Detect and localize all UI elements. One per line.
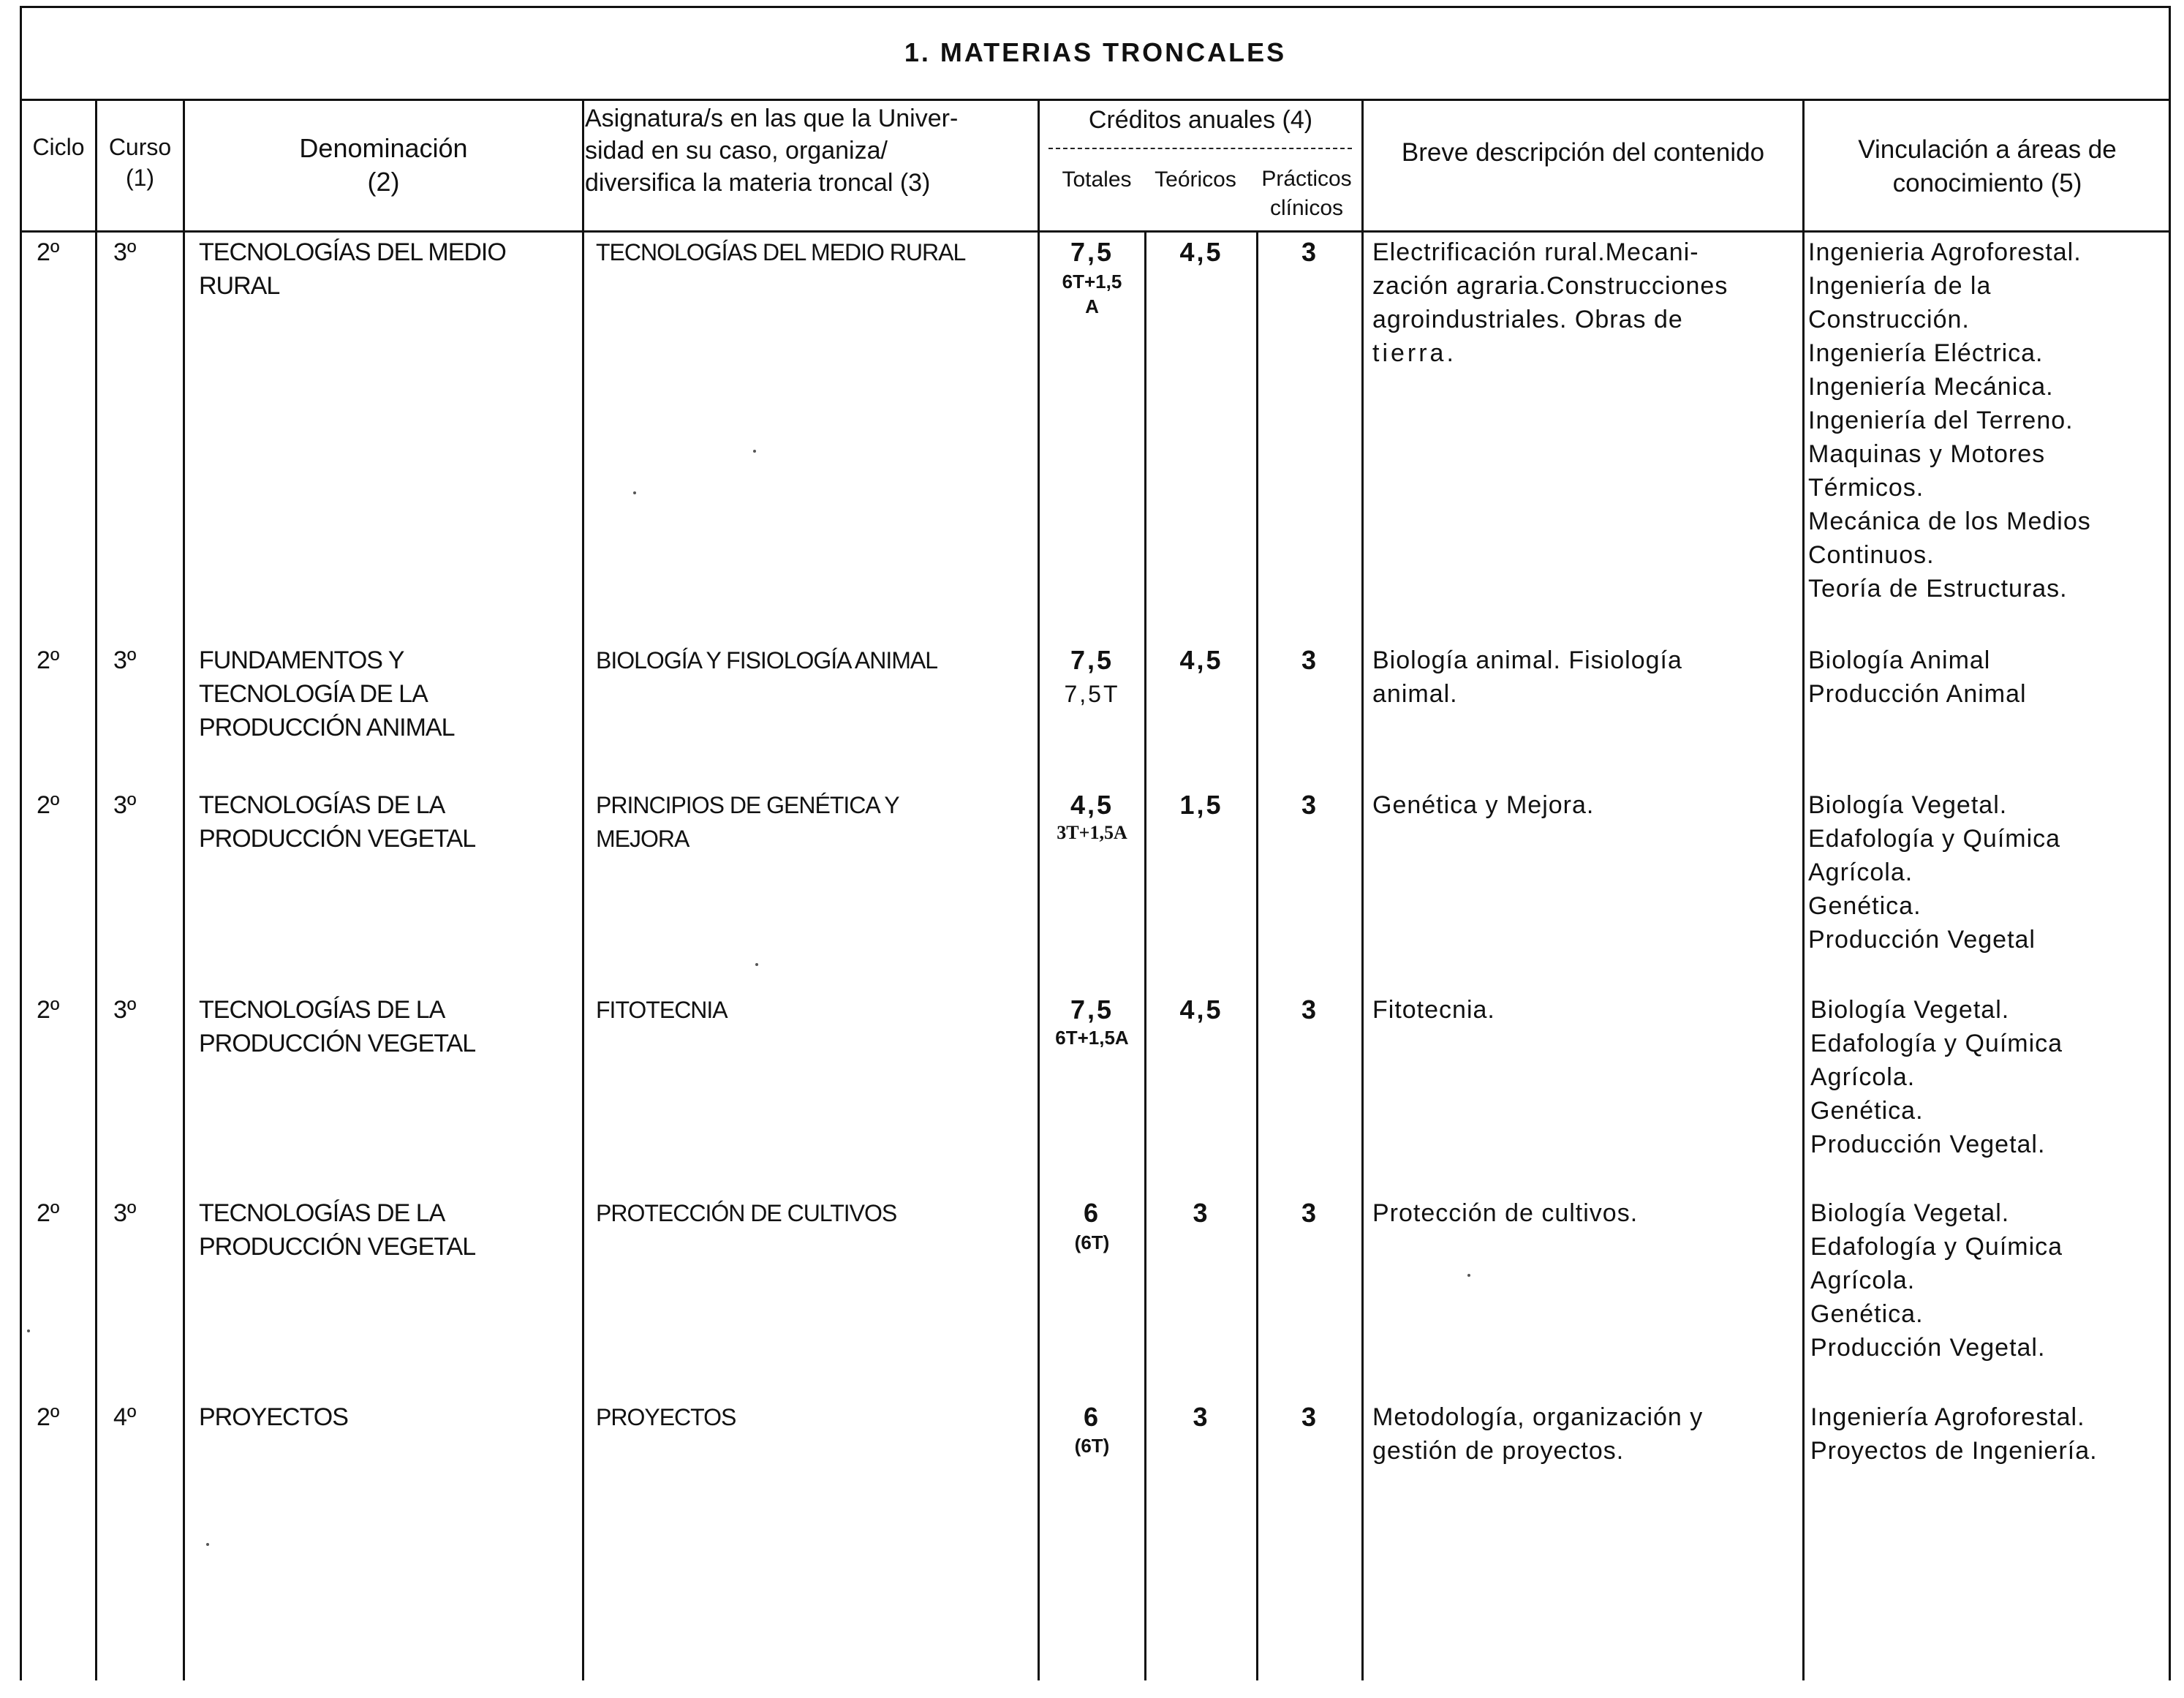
scan-speck: [633, 491, 636, 494]
cell-vinculacion-line: Producción Vegetal.: [1810, 1334, 2046, 1362]
header-vinculacion: [1805, 133, 2170, 200]
cell-denominacion: [199, 993, 573, 1060]
cell-practicos: 3: [1301, 237, 1319, 267]
cell-denominacion-line: RURAL: [199, 272, 280, 300]
cell-vinculacion-line: Biología Vegetal.: [1808, 791, 2008, 819]
cell-totales-sub-line: 6T+1,5A: [1055, 1027, 1129, 1049]
cell-descripcion: [1372, 1196, 1796, 1230]
cell-denominacion-line: PRODUCCIÓN VEGETAL: [199, 1030, 476, 1057]
cell-vinculacion-line: Térmicos.: [1808, 474, 1924, 502]
cell-vinculacion-line: Genética.: [1810, 1097, 1924, 1125]
cell-vinculacion: [1810, 993, 2169, 1161]
col-rule-creditos: [1361, 101, 1364, 1680]
cell-totales-sub: [1040, 820, 1144, 845]
col-rule-totales: [1144, 233, 1146, 1680]
cell-descripcion-line: tierra.: [1372, 339, 1456, 367]
cell-teoricos: 4,5: [1179, 645, 1223, 675]
cell-asignatura-line: MEJORA: [596, 826, 689, 852]
cell-denominacion-line: PRODUCCIÓN VEGETAL: [199, 825, 476, 853]
header-ciclo-label: Ciclo: [32, 134, 85, 160]
cell-descripcion: [1372, 235, 1796, 370]
cell-vinculacion-line: Biología Vegetal.: [1810, 996, 2010, 1024]
cell-denominacion: [199, 1400, 573, 1434]
cell-totales: 7,5: [1070, 645, 1114, 675]
cell-totales-sub-line: A: [1085, 295, 1099, 317]
scan-speck: [753, 450, 756, 453]
cell-totales-sub: [1040, 1230, 1144, 1255]
scan-speck: [755, 963, 758, 966]
cell-descripcion: [1372, 788, 1796, 822]
cell-ciclo: 2º: [37, 791, 60, 819]
cell-vinculacion-line: Ingeniería Mecánica.: [1808, 373, 2054, 401]
cell-denominacion: [199, 235, 573, 303]
col-rule-teoricos: [1256, 233, 1258, 1680]
cell-vinculacion-line: Ingeniería Eléctrica.: [1808, 339, 2044, 367]
cell-practicos: 3: [1301, 645, 1319, 675]
cell-vinculacion: [1808, 644, 2166, 711]
cell-totales: 7,5: [1070, 995, 1114, 1025]
cell-totales-sub-line: 7,5T: [1064, 681, 1120, 707]
cell-denominacion-line: TECNOLOGÍAS DEL MEDIO: [199, 238, 506, 266]
cell-vinculacion-line: Agrícola.: [1810, 1063, 1916, 1091]
cell-vinculacion-line: Teoría de Estructuras.: [1808, 575, 2068, 603]
header-asignatura-line1: Asignatura/s en las que la Univer-: [585, 105, 959, 132]
cell-descripcion-line: Protección de cultivos.: [1372, 1199, 1639, 1227]
cell-denominacion-line: TECNOLOGÍAS DE LA: [199, 791, 445, 819]
cell-teoricos: 3: [1193, 1402, 1210, 1432]
cell-denominacion: [199, 1196, 573, 1264]
header-asignatura: [585, 102, 1035, 199]
cell-vinculacion-line: Ingeniería Agroforestal.: [1810, 1403, 2085, 1431]
cell-denominacion-line: PRODUCCIÓN VEGETAL: [199, 1233, 476, 1261]
cell-teoricos: 1,5: [1179, 790, 1223, 820]
cell-vinculacion-line: Producción Vegetal.: [1810, 1131, 2046, 1158]
cell-vinculacion-line: Continuos.: [1808, 541, 1935, 569]
cell-asignatura-line: PRINCIPIOS DE GENÉTICA Y: [596, 792, 899, 818]
cell-totales-sub: [1040, 1025, 1144, 1050]
cell-ciclo: 2º: [37, 996, 60, 1024]
header-denominacion-note: (2): [367, 167, 400, 197]
cell-curso: 3º: [113, 238, 137, 266]
header-creditos: [1040, 105, 1361, 135]
cell-totales: 6: [1083, 1198, 1101, 1228]
header-curso-label: Curso: [108, 134, 172, 160]
header-curso: [97, 132, 183, 193]
col-rule-curso: [183, 101, 185, 1680]
cell-denominacion-line: FUNDAMENTOS Y: [199, 646, 404, 674]
header-totales: [1046, 165, 1148, 195]
cell-denominacion-line: TECNOLOGÍAS DE LA: [199, 996, 445, 1024]
cell-curso: 3º: [113, 1199, 137, 1227]
cell-ciclo: 2º: [37, 646, 60, 674]
header-creditos-label: Créditos anuales (4): [1088, 106, 1313, 134]
cell-descripcion-line: Biología animal. Fisiología: [1372, 646, 1682, 674]
cell-curso: 3º: [113, 646, 137, 674]
cell-asignatura: PROYECTOS: [596, 1404, 736, 1430]
cell-ciclo: 2º: [37, 238, 60, 266]
cell-descripcion: [1372, 993, 1796, 1027]
header-denominacion-label: Denominación: [299, 133, 468, 163]
cell-vinculacion-line: Producción Animal: [1808, 680, 2027, 708]
cell-curso: 3º: [113, 996, 137, 1024]
cell-totales-sub-line: (6T): [1074, 1231, 1110, 1253]
cell-vinculacion: [1808, 788, 2166, 956]
cell-ciclo: 2º: [37, 1403, 60, 1431]
cell-totales-sub: [1040, 677, 1144, 711]
cell-denominacion-line: PROYECTOS: [199, 1403, 348, 1431]
cell-denominacion-line: TECNOLOGÍAS DE LA: [199, 1199, 445, 1227]
cell-vinculacion-line: Construcción.: [1808, 306, 1970, 333]
header-asignatura-line2: sidad en su caso, organiza/: [585, 137, 888, 165]
header-practicos-label2: clínicos: [1269, 196, 1344, 220]
cell-descripcion-line: zación agraria.Construcciones: [1372, 272, 1728, 300]
cell-asignatura: BIOLOGÍA Y FISIOLOGÍA ANIMAL: [596, 647, 938, 673]
header-descripcion: [1364, 137, 1802, 168]
cell-vinculacion-line: Agrícola.: [1808, 859, 1913, 886]
cell-vinculacion-line: Producción Vegetal: [1808, 926, 2036, 954]
cell-vinculacion-line: Ingenieria Agroforestal.: [1808, 238, 2082, 266]
cell-curso: 3º: [113, 791, 137, 819]
cell-descripcion-line: Genética y Mejora.: [1372, 791, 1595, 819]
col-rule-denominacion: [582, 101, 584, 1680]
cell-vinculacion-line: Ingeniería del Terreno.: [1808, 407, 2074, 434]
cell-vinculacion-line: Biología Animal: [1808, 646, 1991, 674]
cell-vinculacion: [1810, 1196, 2169, 1365]
cell-vinculacion: [1808, 235, 2166, 605]
cell-practicos: 3: [1301, 1198, 1319, 1228]
cell-practicos: 3: [1301, 995, 1319, 1025]
cell-vinculacion-line: Mecánica de los Medios: [1808, 507, 2091, 535]
cell-vinculacion-line: Maquinas y Motores: [1808, 440, 2046, 468]
cell-teoricos: 3: [1193, 1198, 1210, 1228]
cell-denominacion-line: PRODUCCIÓN ANIMAL: [199, 714, 455, 742]
scan-speck: [206, 1543, 209, 1546]
cell-practicos: 3: [1301, 790, 1319, 820]
col-rule-ciclo: [95, 101, 97, 1680]
cell-descripcion-line: gestión de proyectos.: [1372, 1437, 1625, 1465]
header-vinculacion-line2: conocimiento (5): [1892, 169, 2082, 197]
cell-vinculacion-line: Proyectos de Ingeniería.: [1810, 1437, 2098, 1465]
cell-vinculacion-line: Edafología y Química: [1810, 1030, 2063, 1057]
cell-denominacion: [199, 644, 573, 744]
scan-speck: [1467, 1274, 1470, 1277]
table-title: 1. MATERIAS TRONCALES: [20, 6, 2171, 101]
header-descripcion-label: Breve descripción del contenido: [1401, 138, 1765, 167]
cell-curso: 4º: [113, 1403, 137, 1431]
cell-descripcion-line: Electrificación rural.Mecani-: [1372, 238, 1699, 266]
cell-totales: 6: [1083, 1402, 1101, 1432]
cell-vinculacion-line: Biología Vegetal.: [1810, 1199, 2010, 1227]
cell-totales-sub: [1040, 1433, 1144, 1458]
cell-descripcion-line: agroindustriales. Obras de: [1372, 306, 1683, 333]
cell-descripcion: [1372, 1400, 1796, 1468]
cell-asignatura: PROTECCIÓN DE CULTIVOS: [596, 1200, 897, 1226]
cell-vinculacion: [1810, 1400, 2169, 1468]
header-teoricos: [1141, 165, 1250, 195]
header-vinculacion-line1: Vinculación a áreas de: [1858, 135, 2117, 164]
cell-totales: 7,5: [1070, 237, 1114, 267]
cell-teoricos: 4,5: [1179, 995, 1223, 1025]
scan-speck: [27, 1329, 30, 1332]
cell-totales: 4,5: [1070, 790, 1114, 820]
cell-denominacion: [199, 788, 573, 856]
cell-asignatura: FITOTECNIA: [596, 997, 728, 1023]
header-practicos-label: Prácticos: [1261, 167, 1352, 191]
cell-teoricos: 4,5: [1179, 237, 1223, 267]
cell-practicos: 3: [1301, 1402, 1319, 1432]
cell-totales-sub-line: 3T+1,5A: [1057, 822, 1127, 843]
header-rule: [20, 230, 2171, 233]
cell-descripcion-line: Fitotecnia.: [1372, 996, 1495, 1024]
cell-descripcion-line: Metodología, organización y: [1372, 1403, 1704, 1431]
header-teoricos-label: Teóricos: [1155, 167, 1236, 192]
cell-ciclo: 2º: [37, 1199, 60, 1227]
cell-totales-sub-line: 6T+1,5: [1062, 271, 1122, 293]
cell-vinculacion-line: Agrícola.: [1810, 1267, 1916, 1294]
header-denominacion: [185, 132, 582, 199]
header-totales-label: Totales: [1062, 167, 1132, 192]
creditos-dashed-rule: [1048, 148, 1352, 149]
cell-denominacion-line: TECNOLOGÍA DE LA: [199, 680, 428, 708]
cell-vinculacion-line: Ingeniería de la: [1808, 272, 1992, 300]
cell-asignatura: [596, 788, 899, 856]
cell-vinculacion-line: Genética.: [1810, 1300, 1924, 1328]
cell-vinculacion-line: Genética.: [1808, 892, 1922, 920]
cell-totales-sub: [1040, 269, 1144, 319]
header-curso-note: (1): [125, 165, 155, 191]
cell-descripcion: [1372, 644, 1796, 711]
cell-totales-sub-line: (6T): [1074, 1435, 1110, 1457]
cell-vinculacion-line: Edafología y Química: [1808, 825, 2061, 853]
col-rule-descripcion: [1802, 101, 1805, 1680]
header-practicos: [1252, 165, 1361, 223]
cell-asignatura: TECNOLOGÍAS DEL MEDIO RURAL: [596, 239, 966, 265]
cell-descripcion-line: animal.: [1372, 680, 1458, 708]
header-asignatura-line3: diversifica la materia troncal (3): [585, 169, 931, 197]
header-ciclo: [22, 132, 95, 162]
cell-vinculacion-line: Edafología y Química: [1810, 1233, 2063, 1261]
